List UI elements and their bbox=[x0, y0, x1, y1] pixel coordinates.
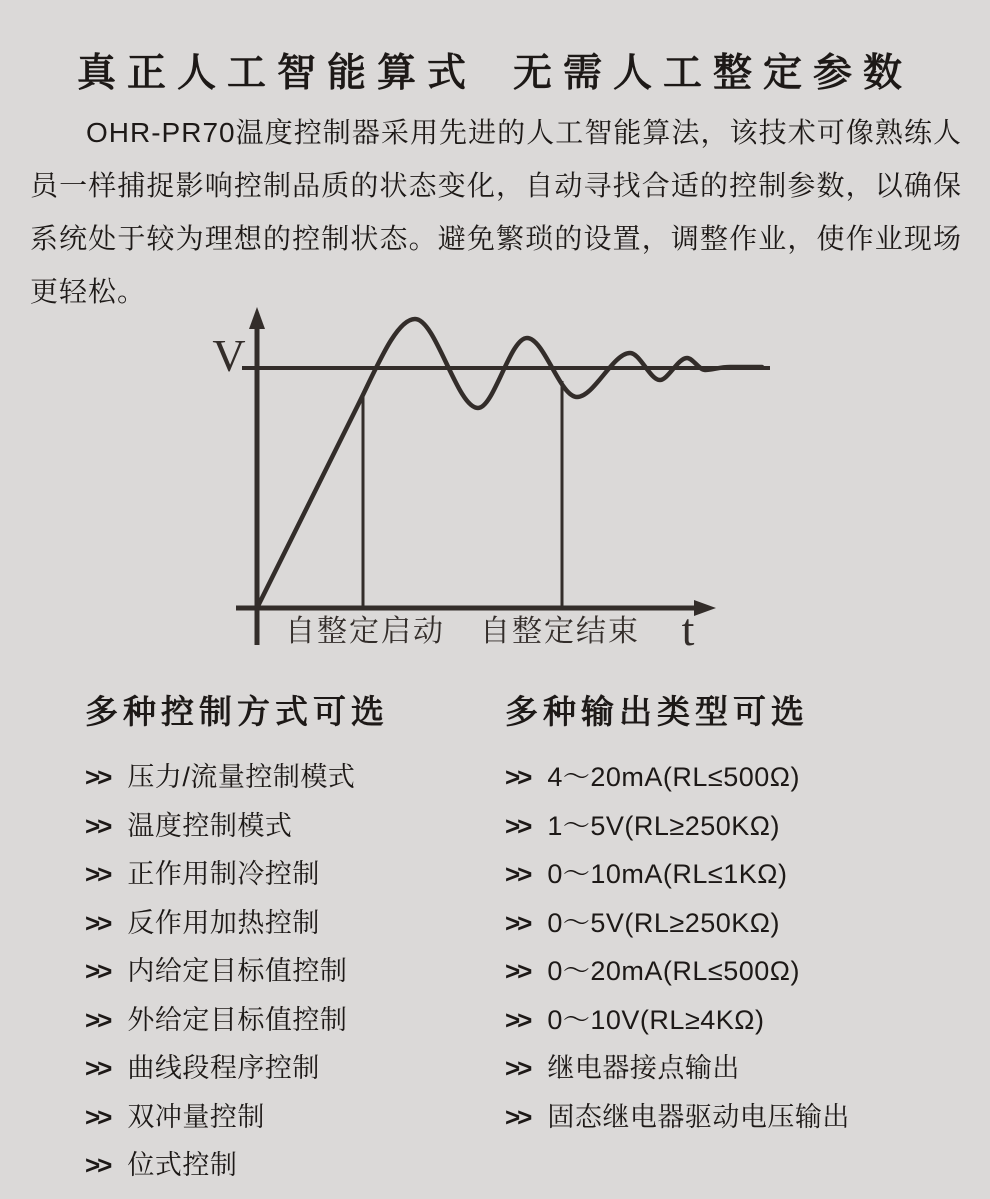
output-types-section bbox=[505, 686, 975, 1143]
list-item-label: 压力/流量控制模式 bbox=[127, 762, 356, 792]
list-item-label: 0～5V(RL≥250KΩ) bbox=[547, 907, 780, 938]
chevrons-bullet-icon: >> bbox=[85, 810, 110, 841]
chevrons-bullet-icon: >> bbox=[505, 859, 530, 889]
x-axis-label: t bbox=[681, 604, 695, 655]
list-item bbox=[505, 1095, 975, 1144]
list-item-label: 反作用加热控制 bbox=[127, 907, 320, 938]
chevrons-bullet-icon: >> bbox=[505, 956, 530, 986]
list-item bbox=[85, 852, 495, 901]
response-curve bbox=[257, 319, 762, 608]
list-item-label: 1～5V(RL≥250KΩ) bbox=[547, 810, 780, 841]
list-item bbox=[505, 852, 975, 901]
output-types-heading: 多种输出类型可选 bbox=[505, 693, 809, 730]
list-item-label: 继电器接点输出 bbox=[547, 1053, 740, 1083]
page-title-part1: 真正人工智能算式 bbox=[76, 52, 477, 95]
list-item bbox=[85, 1143, 495, 1192]
list-item-label: 双冲量控制 bbox=[127, 1101, 265, 1132]
self-tuning-chart-svg bbox=[200, 295, 780, 665]
list-item bbox=[85, 949, 495, 998]
list-item bbox=[85, 804, 495, 853]
list-item-label: 0～10mA(RL≤1KΩ) bbox=[547, 859, 788, 889]
list-item-label: 内给定目标值控制 bbox=[127, 956, 348, 986]
chevrons-bullet-icon: >> bbox=[505, 907, 530, 938]
chevrons-bullet-icon: >> bbox=[85, 1150, 110, 1180]
list-item-label: 温度控制模式 bbox=[127, 810, 293, 841]
x-axis-arrow-icon bbox=[694, 600, 716, 616]
list-item bbox=[505, 949, 975, 998]
list-item bbox=[85, 1095, 495, 1144]
chevrons-bullet-icon: >> bbox=[505, 1004, 530, 1035]
y-axis-label: V bbox=[212, 330, 246, 381]
chevrons-bullet-icon: >> bbox=[85, 859, 110, 889]
chevrons-bullet-icon: >> bbox=[505, 1053, 530, 1083]
list-item-label: 固态继电器驱动电压输出 bbox=[547, 1101, 850, 1132]
list-item-label: 位式控制 bbox=[127, 1150, 238, 1180]
list-item-label: 0～10V(RL≥4KΩ) bbox=[547, 1004, 765, 1035]
chevrons-bullet-icon: >> bbox=[85, 1101, 110, 1132]
list-item bbox=[85, 998, 495, 1047]
control-modes-heading: 多种控制方式可选 bbox=[85, 693, 389, 730]
page-title-part2: 无需人工整定参数 bbox=[513, 52, 914, 95]
chevrons-bullet-icon: >> bbox=[85, 762, 110, 792]
list-item-label: 正作用制冷控制 bbox=[127, 859, 320, 889]
list-item bbox=[85, 901, 495, 950]
list-item bbox=[505, 755, 975, 804]
chevrons-bullet-icon: >> bbox=[85, 1053, 110, 1083]
list-item bbox=[505, 1046, 975, 1095]
intro-paragraph: OHR-PR70温度控制器采用先进的人工智能算法，该技术可像熟练人员一样捕捉影响控制品质的状态变化，自动寻找合适的控制参数，以确保系统处于较为理想的控制状态。避免繁琐的设置，调整作业，使作业现场更轻松。 bbox=[30, 117, 962, 307]
annotation-tuning-end: 自整定结束 bbox=[480, 615, 640, 648]
chevrons-bullet-icon: >> bbox=[505, 1101, 530, 1132]
list-item bbox=[85, 755, 495, 804]
list-item-label: 4～20mA(RL≤500Ω) bbox=[547, 762, 800, 792]
chevrons-bullet-icon: >> bbox=[85, 907, 110, 938]
chevrons-bullet-icon: >> bbox=[85, 956, 110, 986]
control-modes-list bbox=[85, 755, 495, 1192]
output-types-list bbox=[505, 755, 975, 1143]
list-item-label: 曲线段程序控制 bbox=[127, 1053, 320, 1083]
chevrons-bullet-icon: >> bbox=[505, 810, 530, 841]
list-item-label: 0～20mA(RL≤500Ω) bbox=[547, 956, 800, 986]
page-title bbox=[0, 42, 990, 98]
list-item bbox=[85, 1046, 495, 1095]
chevrons-bullet-icon: >> bbox=[505, 762, 530, 792]
list-item bbox=[505, 998, 975, 1047]
y-axis-arrow-icon bbox=[249, 307, 265, 329]
list-item bbox=[505, 804, 975, 853]
list-item bbox=[505, 901, 975, 950]
chevrons-bullet-icon: >> bbox=[85, 1004, 110, 1035]
annotation-tuning-start: 自整定启动 bbox=[285, 615, 445, 648]
list-item-label: 外给定目标值控制 bbox=[127, 1004, 348, 1035]
control-modes-section bbox=[85, 686, 495, 1192]
self-tuning-diagram bbox=[200, 295, 780, 665]
